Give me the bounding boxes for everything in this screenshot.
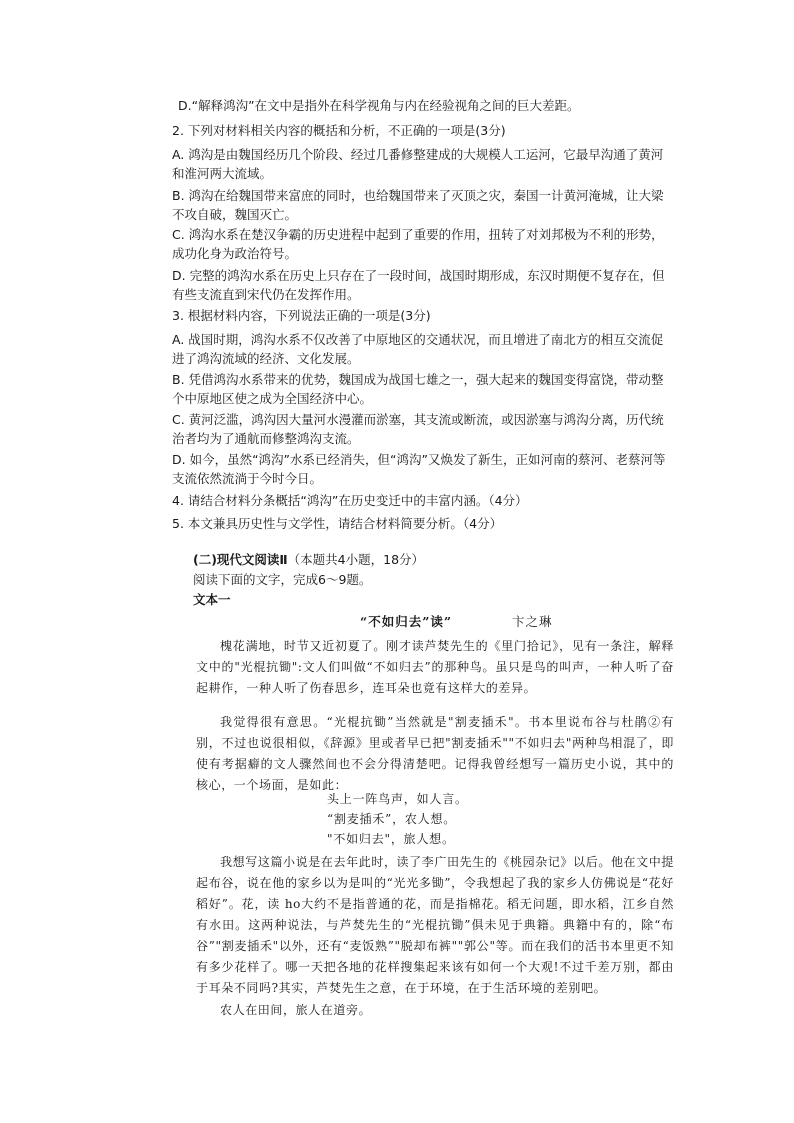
verse-line-2: “割麦插禾”，农人想。 (327, 812, 457, 826)
q4-stem: 4. 请结合材料分条概括“鸿沟”在历史变迁中的丰富内涵。（4分） (172, 493, 528, 508)
q2-stem: 2. 下列对材料相关内容的概括和分析，不正确的一项是(3分) (172, 123, 506, 138)
essay-author: 卞之琳 (512, 614, 553, 629)
q1-option-d: D.“解释鸿沟”在文中是指外在科学视角与内在经验视角之间的巨大差距。 (178, 98, 580, 113)
essay-paragraph-3: 我想写这篇小说是在去年此时，读了李广田先生的《桃园杂记》以后。他在文中提起布谷，说在他的家乡以为是叫的“光光多锄”，令我想起了我的家乡人仿佛说是“花好稻好”。花，读 ho大约不是指普通的花，而是指棉花。稻无问题，即水稻，江乡自然有水田。这两种说法，与芦焚先生的“光棍抗锄”俱未见于典籍。典籍中有的，除“布谷”"割麦插禾"以外，还有“麦饭熟”"脱却布裤""郭公"等。而在我们的活书本里更不知有多少花样了。哪一天把各地的花样搜集起来该有如何一个大观!不过千差万别，都由于耳朵不同吗?其实，芦焚先生之意，在于环境，在于生活环境的差别吧。 (196, 855, 674, 995)
section2-heading (193, 550, 673, 569)
q3-option-d: D. 如今，虽然“鸿沟”水系已经消失，但“鸿沟”又焕发了新生，正如河南的蔡河、老蔡河等支流依然流淌于今时今日。 (172, 452, 666, 486)
section2-heading-title: (二)现代文阅读Ⅱ (193, 552, 288, 567)
q2-option-c: C. 鸿沟水系在楚汉争霸的历史进程中起到了重要的作用，扭转了对刘邦极为不利的形势，成功化身为政治符号。 (172, 227, 664, 261)
q5-stem: 5. 本文兼具历史性与文学性，请结合材料简要分析。（4分） (172, 516, 503, 531)
essay-paragraph-2: 我觉得很有意思。“光棍抗锄”当然就是"割麦插禾"。书本里说布谷与杜鹃②有别，不过也说很相似，《辞源》里或者早已把"割麦插禾""不如归去"两种鸟相混了，即使有考据癖的文人骤然间也不会分得清楚吧。记得我曾经想写一篇历史小说，其中的核心，一个场面，是如此： (196, 715, 674, 792)
essay-paragraph-4: 农人在田间，旅人在道旁。 (220, 1003, 372, 1017)
q2-option-b: B. 鸿沟在给魏国带来富庶的同时，也给魏国带来了灭顶之灾，秦国一计黄河淹城，让大梁不攻自破，魏国灭亡。 (172, 188, 664, 222)
verse-line-3: "不如归去"，旅人想。 (327, 832, 455, 846)
section2-instruction: 阅读下面的文字，完成6～9题。 (193, 572, 372, 587)
q2-option-d: D. 完整的鸿沟水系在历史上只存在了一段时间，战国时期形成，东汉时期便不复存在，但有些支流直到宋代仍在发挥作用。 (172, 268, 665, 302)
essay-paragraph-1: 槐花满地，时节又近初夏了。刚才读芦焚先生的《里门拾记》，见有一条注，解释文中的"光棍抗锄":文人们叫做“不如归去”的那种鸟。虽只是鸟的叫声，一种人听了奋起耕作，一种人听了伤春思乡，连耳朵也竟有这样大的差异。 (196, 639, 674, 695)
section2-text-label: 文本一 (193, 592, 231, 607)
q3-option-b: B. 凭借鸿沟水系带来的优势，魏国成为战国七雄之一，强大起来的魏国变得富饶，带动整个中原地区使之成为全国经济中心。 (172, 372, 664, 406)
essay-title: “不如归去”读” (360, 614, 453, 629)
q3-stem: 3. 根据材料内容，下列说法正确的一项是(3分) (172, 308, 431, 323)
section2-heading-note: （本题共4小题，18分） (287, 552, 425, 567)
verse-line-1: 头上一阵鸟声，如人言。 (327, 792, 468, 806)
q2-option-a: A. 鸿沟是由魏国经历几个阶段、经过几番修整建成的大规模人工运河，它最早沟通了黄河和淮河两大流域。 (172, 147, 664, 181)
q3-option-c: C. 黄河泛滥，鸿沟因大量河水漫灌而淤塞，其支流或断流，或因淤塞与鸿沟分离，历代统治者均为了通航而修整鸿沟支流。 (172, 412, 664, 446)
q3-option-a: A. 战国时期，鸿沟水系不仅改善了中原地区的交通状况，而且增进了南北方的相互交流促进了鸿沟流域的经济、文化发展。 (172, 332, 664, 366)
